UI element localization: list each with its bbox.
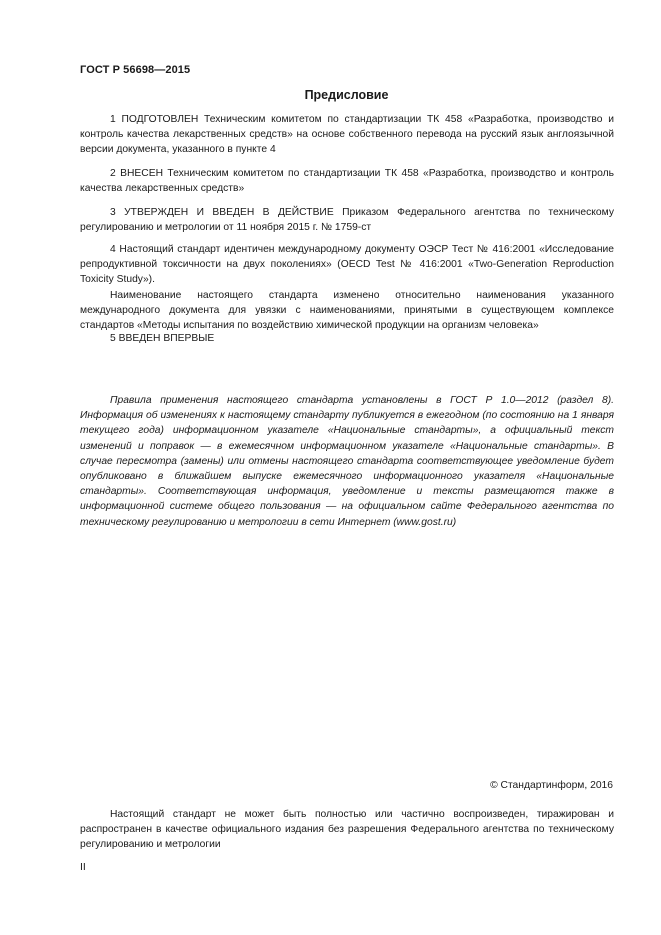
- application-rules-notice: Правила применения настоящего стандарта установлены в ГОСТ Р 1.0—2012 (раздел 8). Информация об изменениях к настоящему стандарту публикуется в ежегодном (по состоянию на 1 января текущего года) информационном указателе «Национальные стандарты», а официальный текст изменений и поправок — в ежемесячном информационном указателе «Национальные стандарты». В случае пересмотра (замены) или отмены настоящего стандарта соответствующее уведомление будет опубликовано в ближайшем выпуске ежемесячного информационного указателя «Национальные стандарты». Соответствующая информация, уведомление и тексты размещаются также в информационной системе общего пользования — на официальном сайте Федерального агентства по техническому регулированию и метрологии в сети Интернет (www.gost.ru): [80, 395, 614, 528]
- foreword-section-2: [80, 166, 614, 196]
- standard-code: ГОСТ Р 56698—2015: [80, 64, 191, 76]
- reproduction-legal-notice: Настоящий стандарт не может быть полностью или частично воспроизведен, тиражирован и распространен в качестве официального издания без разрешения Федерального агентства по техническому регулированию и метрологии: [80, 809, 614, 851]
- section-3-text: 3 УТВЕРЖДЕН И ВВЕДЕН В ДЕЙСТВИЕ Приказом Федерального агентства по техническому регулированию и метрологии от 11 ноября 2015 г. № 1759-ст: [80, 207, 614, 234]
- section-5-text: 5 ВВЕДЕН ВПЕРВЫЕ: [110, 333, 215, 344]
- section-1-text: 1 ПОДГОТОВЛЕН Техническим комитетом по стандартизации ТК 458 «Разработка, производство и контроль качества лекарственных средств» на основе собственного перевода на русский язык англоязычной версии документа, указанного в пункте 4: [80, 114, 614, 156]
- foreword-section-3: [80, 205, 614, 235]
- section-4-text: 4 Настоящий стандарт идентичен международному документу ОЭСР Тест № 416:2001 «Исследование репродуктивной токсичности на двух поколениях» (OECD Test № 416:2001 «Two-Generation Reproduction Toxicity Study»).: [80, 244, 614, 286]
- section-4-continued-text: Наименование настоящего стандарта изменено относительно наименования указанного международного документа для увязки с наименованиями, принятыми в существующем комплексе стандартов «Методы испытания по воздействию химической продукции на организм человека»: [80, 289, 614, 332]
- section-2-text: 2 ВНЕСЕН Техническим комитетом по стандартизации ТК 458 «Разработка, производство и контроль качества лекарственных средств»: [80, 168, 614, 195]
- foreword-section-1: [80, 112, 614, 158]
- page-number: II: [80, 861, 86, 873]
- foreword-section-5: [80, 331, 614, 346]
- foreword-section-4: [80, 242, 614, 333]
- foreword-title: Предисловие: [304, 88, 389, 102]
- copyright-line: © Стандартинформ, 2016: [490, 780, 613, 791]
